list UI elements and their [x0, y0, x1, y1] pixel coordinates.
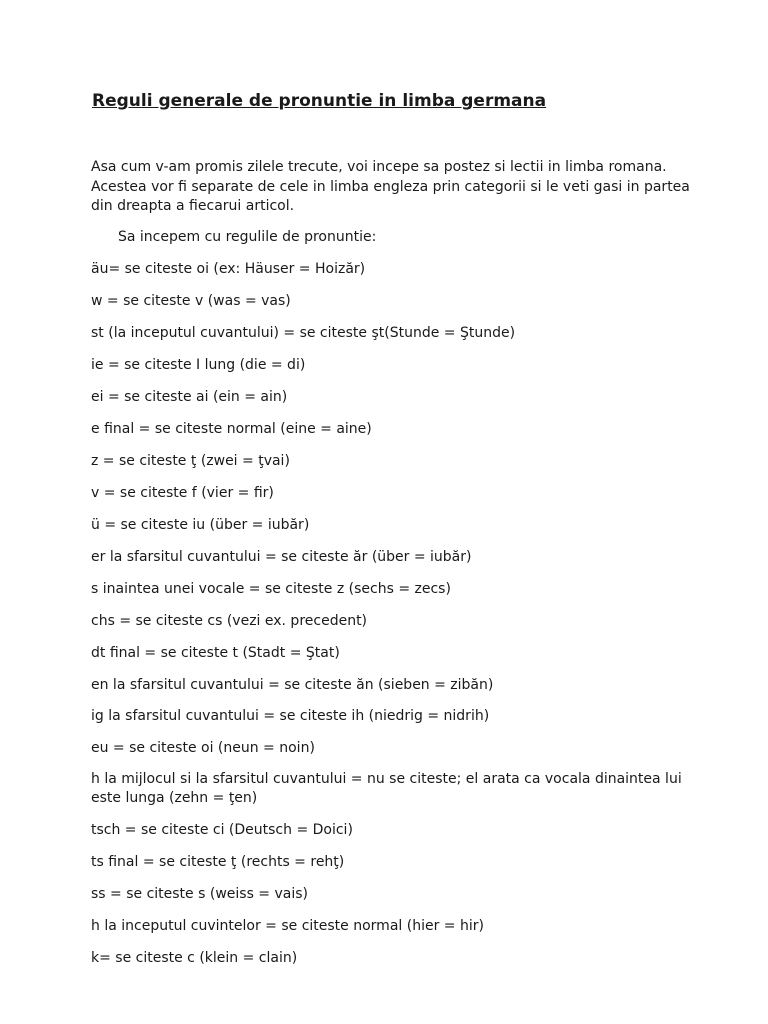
rule-item: eu = se citeste oi (neun = noin) [91, 740, 315, 756]
rule-item: äu= se citeste oi (ex: Häuser = Hoizăr) [91, 261, 366, 277]
rule-item: dt final = se citeste t (Stadt = Ştat) [91, 645, 340, 661]
lead-sentence: Sa incepem cu regulile de pronuntie: [118, 229, 377, 245]
rule-item: en la sfarsitul cuvantului = se citeste ăn (sieben = zibăn) [91, 677, 494, 693]
rule-item: ts final = se citeste ţ (rechts = rehţ) [91, 854, 345, 870]
rule-item: st (la inceputul cuvantului) = se citeste şt(Stunde = Ştunde) [91, 325, 516, 341]
rule-item: chs = se citeste cs (vezi ex. precedent) [91, 613, 368, 629]
rule-item: ss = se citeste s (weiss = vais) [91, 886, 308, 902]
rule-item: w = se citeste v (was = vas) [91, 293, 291, 309]
rule-item: ei = se citeste ai (ein = ain) [91, 389, 288, 405]
rule-item: e final = se citeste normal (eine = aine) [91, 421, 372, 437]
rule-item: ie = se citeste I lung (die = di) [91, 357, 306, 373]
rule-item: h la inceputul cuvintelor = se citeste normal (hier = hir) [91, 918, 484, 934]
rule-item: s inaintea unei vocale = se citeste z (sechs = zecs) [91, 581, 451, 597]
rule-item: h la mijlocul si la sfarsitul cuvantului = nu se citeste; el arata ca vocala dinaintea lui este lunga (zehn = ţen) [91, 771, 682, 806]
rule-item: z = se citeste ţ (zwei = ţvai) [91, 453, 290, 469]
rule-item: er la sfarsitul cuvantului = se citeste ăr (über = iubăr) [91, 549, 472, 565]
rule-item: ig la sfarsitul cuvantului = se citeste ih (niedrig = nidrih) [91, 708, 490, 724]
document-title: Reguli generale de pronuntie in limba germana [92, 91, 547, 111]
rule-item: ü = se citeste iu (über = iubăr) [91, 517, 310, 533]
rule-item: k= se citeste c (klein = clain) [91, 950, 298, 966]
rule-item: tsch = se citeste ci (Deutsch = Doici) [91, 822, 353, 838]
rule-item: v = se citeste f (vier = fir) [91, 485, 274, 501]
intro-paragraph: Asa cum v-am promis zilele trecute, voi incepe sa postez si lectii in limba romana. Acestea vor fi separate de cele in limba engleza prin categorii si le veti gasi in partea din dreapta a fiecarui articol. [91, 159, 690, 214]
